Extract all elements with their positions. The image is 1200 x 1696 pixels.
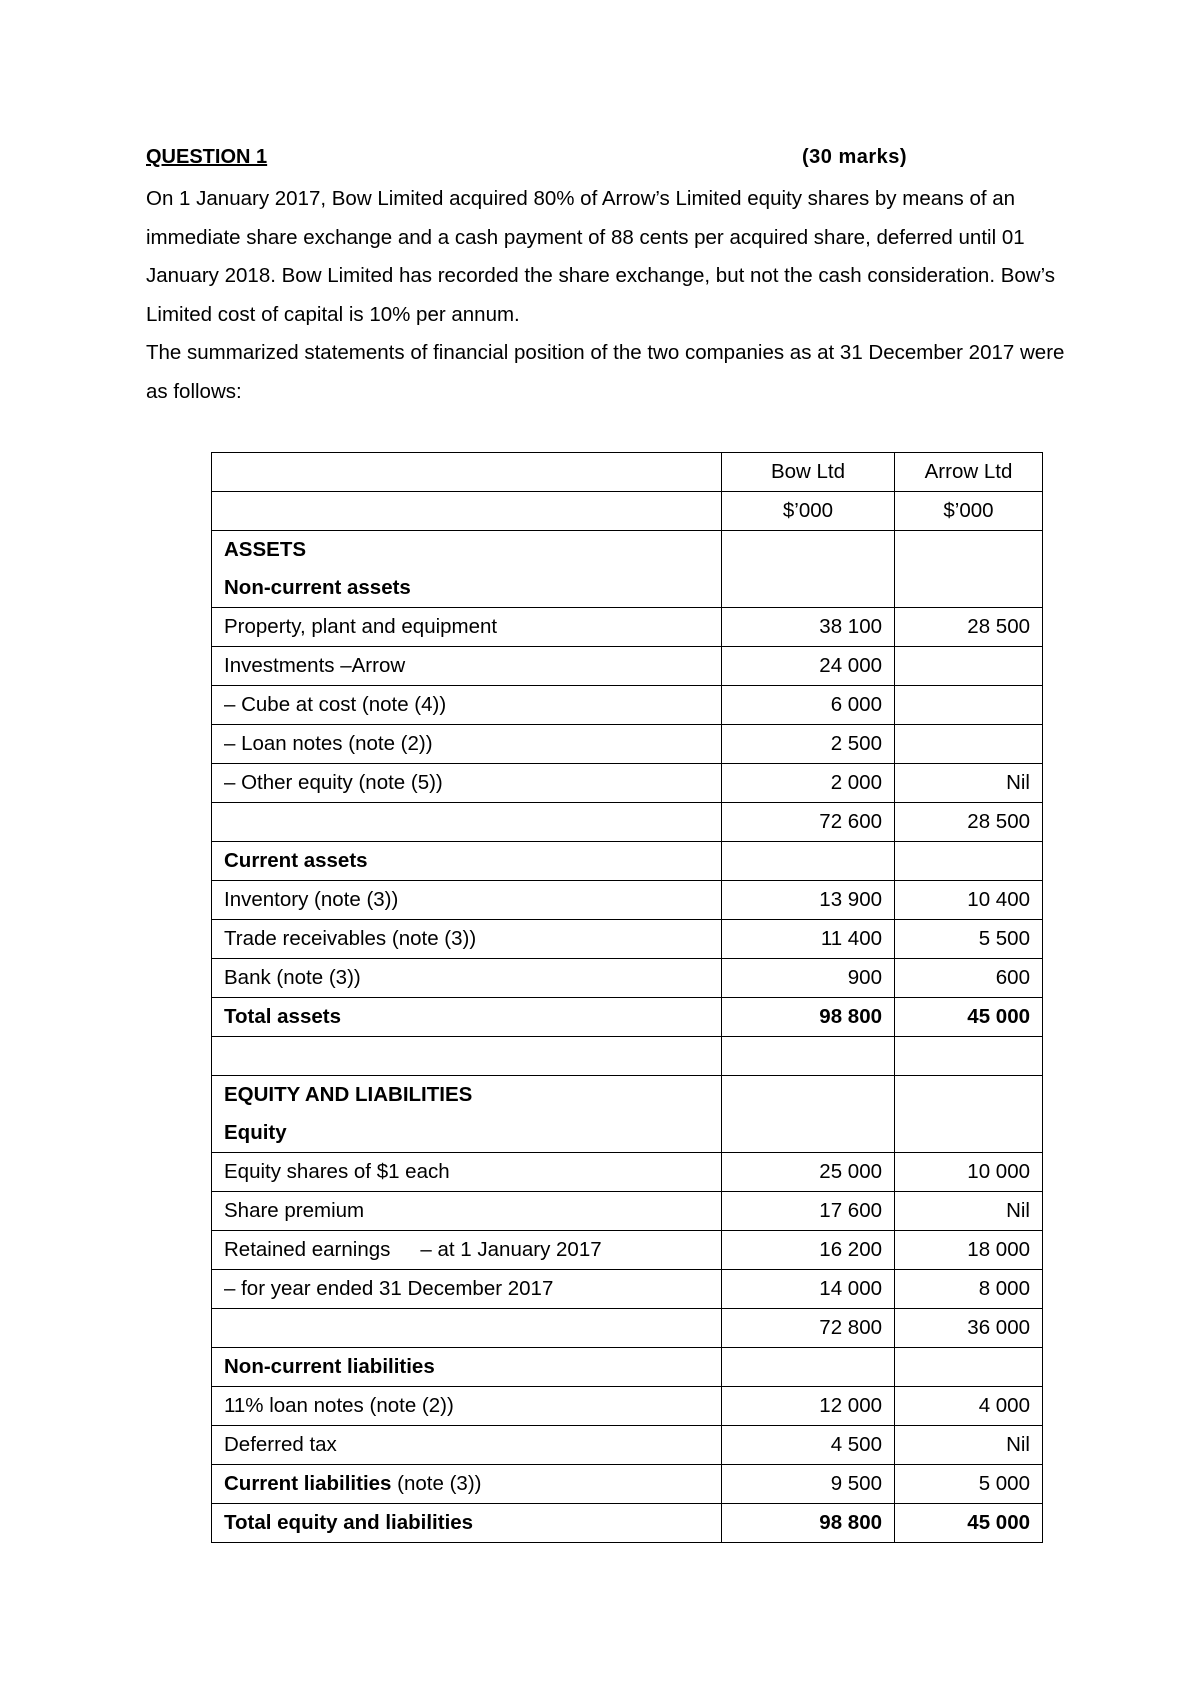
current-liabilities-note: (note (3)): [397, 1471, 482, 1495]
value-bow: 4 500: [722, 1425, 895, 1464]
value-arrow: 5 000: [895, 1464, 1043, 1503]
table-row-total: [212, 1503, 1043, 1542]
value-arrow: 8 000: [895, 1269, 1043, 1308]
value-arrow: 28 500: [895, 608, 1043, 647]
row-label: – Cube at cost (note (4)): [212, 686, 722, 725]
row-label: – Other equity (note (5)): [212, 764, 722, 803]
table-row: [212, 1386, 1043, 1425]
table-row: [212, 686, 1043, 725]
section-heading-equity-liabilities: [212, 1075, 722, 1152]
value-arrow: Nil: [895, 764, 1043, 803]
question-paragraph-1: On 1 January 2017, Bow Limited acquired 80% of Arrow’s Limited equity shares by means of an immediate share exchange and a cash payment of 88 cents per acquired share, deferred until 01 January 2018. Bow Limited has recorded the share exchange, but not the cash consideration. Bow’s Limited cost of capital is 10% per annum.: [146, 187, 1056, 326]
table-row: [212, 1347, 1043, 1386]
value-arrow: [895, 647, 1043, 686]
retained-earnings-label: Retained earnings: [224, 1237, 391, 1261]
value-bow: 900: [722, 959, 895, 998]
table-row: [212, 959, 1043, 998]
table-row: [212, 1152, 1043, 1191]
table-row-subtotal: [212, 1308, 1043, 1347]
table-row-total: [212, 998, 1043, 1037]
table-row: [212, 1191, 1043, 1230]
value-bow: 9 500: [722, 1464, 895, 1503]
financial-position-table: [211, 452, 1043, 1543]
row-label: Total assets: [212, 998, 722, 1037]
row-label: [212, 1464, 722, 1503]
value-bow: 17 600: [722, 1191, 895, 1230]
table-row: [212, 1425, 1043, 1464]
row-label: Inventory (note (3)): [212, 881, 722, 920]
retained-earnings-opening-label: – at 1 January 2017: [420, 1237, 602, 1261]
table-row: [212, 920, 1043, 959]
table-row: [212, 881, 1043, 920]
value-arrow: 36 000: [895, 1308, 1043, 1347]
equity-liabilities-heading: EQUITY AND LIABILITIES: [224, 1082, 473, 1106]
table-row: [212, 725, 1043, 764]
value-bow: 72 800: [722, 1308, 895, 1347]
value-arrow: 4 000: [895, 1386, 1043, 1425]
table-row-blank: [212, 1037, 1043, 1076]
table-row: [212, 531, 1043, 608]
value-bow: 72 600: [722, 803, 895, 842]
value-arrow: 45 000: [895, 998, 1043, 1037]
value-arrow: [895, 686, 1043, 725]
value-bow: 12 000: [722, 1386, 895, 1425]
row-label: – for year ended 31 December 2017: [212, 1269, 722, 1308]
value-arrow: Nil: [895, 1425, 1043, 1464]
row-label: Equity shares of $1 each: [212, 1152, 722, 1191]
unit-arrow: $’000: [895, 492, 1043, 531]
table-row: [212, 1230, 1043, 1269]
row-label: [212, 1230, 722, 1269]
value-bow: 16 200: [722, 1230, 895, 1269]
equity-heading: Equity: [224, 1120, 287, 1144]
current-liabilities-label: Current liabilities: [224, 1471, 392, 1495]
table-row: [212, 1075, 1043, 1152]
row-label: Investments –Arrow: [212, 647, 722, 686]
row-label: Bank (note (3)): [212, 959, 722, 998]
current-assets-heading: Current assets: [212, 842, 722, 881]
value-arrow: 5 500: [895, 920, 1043, 959]
table-unit-row: [212, 492, 1043, 531]
table-row-subtotal: [212, 803, 1043, 842]
row-label: 11% loan notes (note (2)): [212, 1386, 722, 1425]
value-bow: 98 800: [722, 1503, 895, 1542]
value-bow: 6 000: [722, 686, 895, 725]
noncurrent-liabilities-heading: Non-current liabilities: [212, 1347, 722, 1386]
section-heading-assets: [212, 531, 722, 608]
question-title: QUESTION 1: [146, 146, 268, 168]
value-bow: 98 800: [722, 998, 895, 1037]
question-header: [146, 146, 916, 170]
value-bow: 38 100: [722, 608, 895, 647]
table-row: [212, 608, 1043, 647]
value-bow: 14 000: [722, 1269, 895, 1308]
question-paragraph-2: The summarized statements of financial position of the two companies as at 31 December 2017 were as follows:: [146, 341, 1065, 403]
value-bow: 24 000: [722, 647, 895, 686]
value-arrow: 28 500: [895, 803, 1043, 842]
question-marks: (30 marks): [802, 146, 908, 168]
row-label: Total equity and liabilities: [212, 1503, 722, 1542]
column-header-arrow: Arrow Ltd: [895, 453, 1043, 492]
value-bow: 25 000: [722, 1152, 895, 1191]
value-arrow: 45 000: [895, 1503, 1043, 1542]
value-bow: 11 400: [722, 920, 895, 959]
noncurrent-assets-heading: Non-current assets: [224, 576, 411, 599]
column-header-bow: Bow Ltd: [722, 453, 895, 492]
value-bow: 2 000: [722, 764, 895, 803]
value-arrow: 600: [895, 959, 1043, 998]
row-label: Deferred tax: [212, 1425, 722, 1464]
unit-bow: $’000: [722, 492, 895, 531]
value-bow: 2 500: [722, 725, 895, 764]
table-row: [212, 1269, 1043, 1308]
row-label: Trade receivables (note (3)): [212, 920, 722, 959]
value-arrow: 10 000: [895, 1152, 1043, 1191]
value-arrow: 10 400: [895, 881, 1043, 920]
table-row: [212, 647, 1043, 686]
table-row: [212, 764, 1043, 803]
assets-heading: ASSETS: [224, 538, 307, 561]
table-row: [212, 842, 1043, 881]
value-arrow: [895, 725, 1043, 764]
value-bow: 13 900: [722, 881, 895, 920]
row-label: Share premium: [212, 1191, 722, 1230]
row-label: Property, plant and equipment: [212, 608, 722, 647]
question-text: [146, 180, 1076, 411]
value-arrow: 18 000: [895, 1230, 1043, 1269]
table-row: [212, 1464, 1043, 1503]
table-header-row: [212, 453, 1043, 492]
row-label: – Loan notes (note (2)): [212, 725, 722, 764]
value-arrow: Nil: [895, 1191, 1043, 1230]
